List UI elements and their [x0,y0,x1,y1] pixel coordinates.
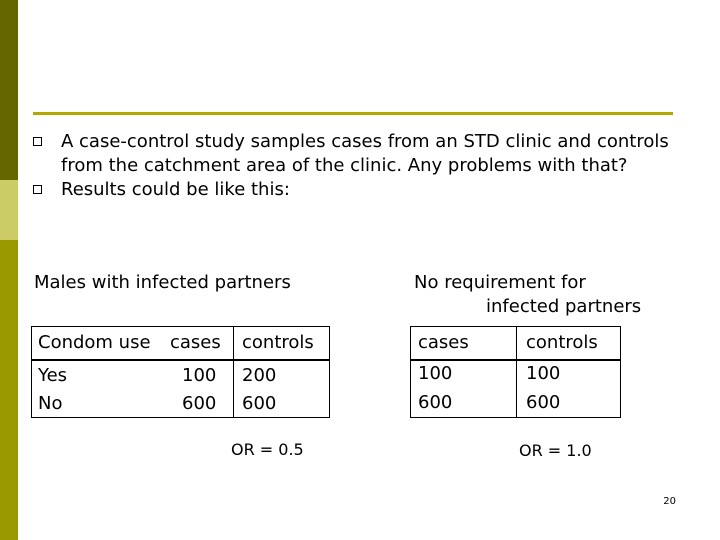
left-row-no-cases: 600 [182,393,217,414]
right-table-divider [516,326,517,418]
right-row-2-controls: 600 [526,392,561,413]
square-bullet-icon [33,137,42,146]
left-header-cases: cases [170,332,221,353]
right-odds-ratio: OR = 1.0 [519,441,592,460]
left-row-label-no: No [38,393,63,414]
square-bullet-icon [33,185,42,194]
page-number: 20 [663,496,676,507]
left-row-label-yes: Yes [38,365,68,386]
bullet-item [33,178,693,202]
bullet-text: A case-control study samples cases from an STD clinic and controls from the catchment area of the clinic. Any problems with that? [61,131,669,176]
left-header-condom-use: Condom use [38,332,151,353]
sidebar-stripe-top [0,0,18,180]
right-header-controls: controls [526,332,598,353]
sidebar-stripe-middle [0,180,18,240]
left-header-controls: controls [242,332,314,353]
left-row-yes-cases: 100 [182,365,217,386]
left-row-yes-controls: 200 [242,365,277,386]
left-table-body [31,360,330,418]
bullet-item [33,130,701,178]
sidebar-stripe-bottom [0,240,18,540]
left-table-divider [233,326,234,418]
right-table-heading-line2: infected partners [486,296,642,317]
left-row-no-controls: 600 [242,393,277,414]
right-row-2-cases: 600 [418,392,453,413]
right-header-cases: cases [418,332,469,353]
title-rule [33,112,673,115]
bullet-list [33,130,693,202]
right-row-1-cases: 100 [418,363,453,384]
right-row-1-controls: 100 [526,363,561,384]
right-table-heading-line1: No requirement for [414,272,586,293]
left-odds-ratio: OR = 0.5 [231,440,304,459]
left-table-heading: Males with infected partners [34,272,291,293]
bullet-text: Results could be like this: [61,179,290,200]
